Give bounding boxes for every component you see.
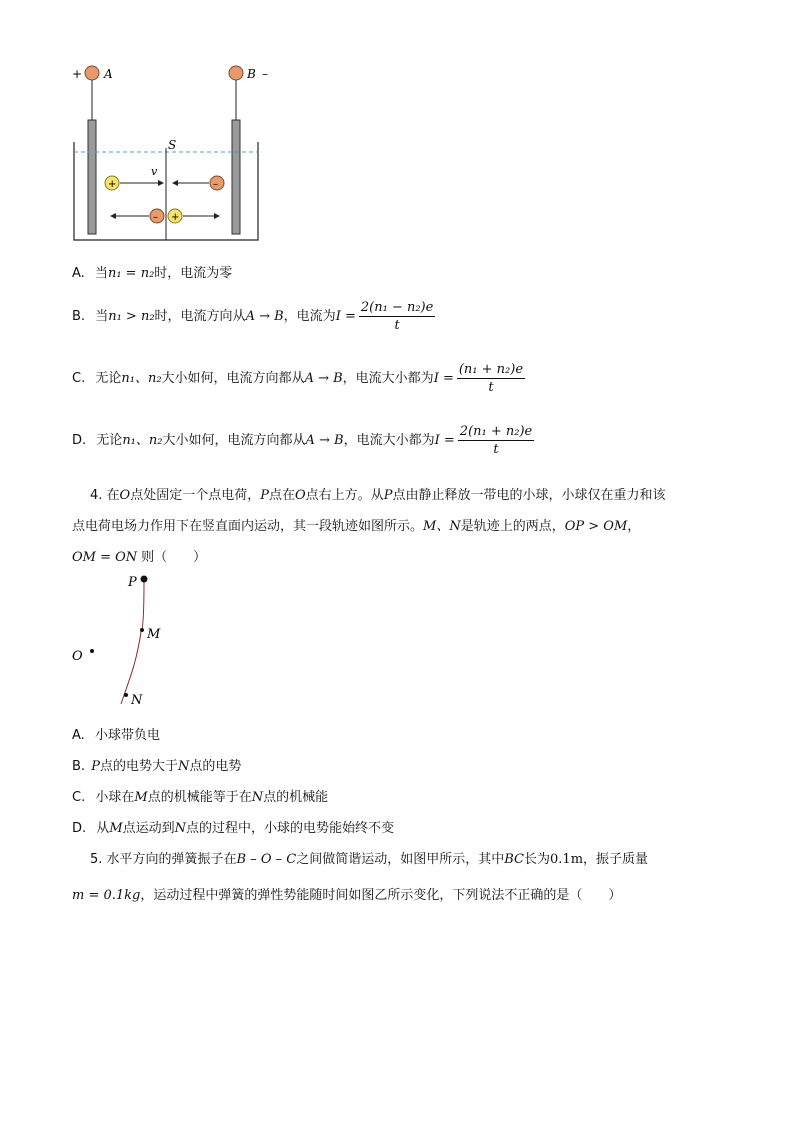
question-4-line1: 4. 在O点处固定一个点电荷，P点在O点右上方。从P点由静止释放一带电的小球，小球仅在重力和该 bbox=[90, 488, 666, 503]
terminal-a-label: A bbox=[104, 67, 113, 81]
option-4d: D. 从M点运动到N点的过程中，小球的电势能始终不变 bbox=[72, 821, 395, 836]
option-3d: D. 无论n₁、n₂大小如何，电流方向都从A → B，电流大小都为I = $\frac{\text{2(n₁ + n₂)e}}{t}$ bbox=[72, 424, 533, 457]
option-3a: A. 当n₁ = n₂时，电流为零 bbox=[72, 266, 233, 281]
question-4-line2: 点电荷电场力作用下在竖直面内运动，其一段轨迹如图所示。M、N是轨迹上的两点，OP > OM， bbox=[72, 519, 641, 534]
question-5-line1: 5. 水平方向的弹簧振子在B – O – C之间做简谐运动，如图甲所示，其中BC长为0.1m，振子质量 bbox=[90, 852, 649, 867]
point-o-label: O bbox=[72, 649, 83, 664]
terminal-a-plus: + bbox=[72, 67, 83, 81]
velocity-label: v bbox=[151, 165, 158, 178]
electrolysis-figure bbox=[60, 60, 290, 250]
terminal-b-label: B bbox=[247, 67, 256, 81]
option-4b: B. P点的电势大于N点的电势 bbox=[72, 759, 242, 774]
trajectory-curve bbox=[121, 579, 144, 704]
svg-text:–: – bbox=[153, 212, 158, 223]
svg-text:–: – bbox=[213, 179, 218, 190]
point-n bbox=[124, 693, 128, 697]
electrode-a bbox=[88, 120, 96, 234]
electrode-b bbox=[232, 120, 240, 234]
terminal-b-minus: – bbox=[262, 67, 268, 81]
option-4c: C. 小球在M点的机械能等于在N点的机械能 bbox=[72, 790, 329, 805]
option-3b: B. 当n₁ > n₂时，电流方向从A → B，电流为I = $\frac{\text{2(n₁ − n₂)e}}{t}$ bbox=[72, 300, 434, 333]
point-p bbox=[141, 576, 148, 583]
question-5-line2: m = 0.1kg，运动过程中弹簧的弹性势能随时间如图乙所示变化，下列说法不正确的是（ ） bbox=[72, 888, 622, 903]
point-o bbox=[90, 649, 94, 653]
question-4-line3: OM = ON 则（ ） bbox=[72, 550, 207, 565]
option-4a: A. 小球带负电 bbox=[72, 728, 160, 743]
point-m bbox=[140, 628, 144, 632]
svg-text:+: + bbox=[108, 179, 117, 190]
option-3c: C. 无论n₁、n₂大小如何，电流方向都从A → B，电流大小都为I = $\frac{\text{(n₁ + n₂)e}}{t}$ bbox=[72, 362, 524, 395]
terminal-b-ball bbox=[229, 66, 243, 80]
trajectory-figure bbox=[66, 570, 176, 710]
section-s-label: S bbox=[168, 138, 177, 152]
point-n-label: N bbox=[131, 693, 143, 708]
terminal-a-ball bbox=[85, 66, 99, 80]
point-m-label: M bbox=[147, 627, 161, 642]
point-p-label: P bbox=[128, 575, 137, 590]
svg-text:+: + bbox=[171, 212, 180, 223]
